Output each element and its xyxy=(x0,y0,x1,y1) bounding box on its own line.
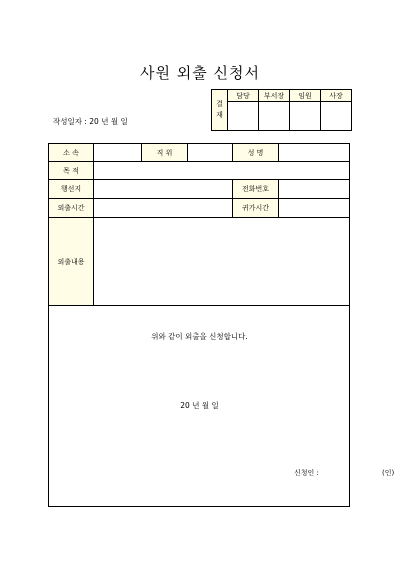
phone-field[interactable] xyxy=(279,180,350,199)
approval-sign-president[interactable] xyxy=(321,102,352,131)
position-label: 직 위 xyxy=(142,144,188,162)
destination-label: 행선지 xyxy=(49,180,94,199)
approval-sign-staff[interactable] xyxy=(228,102,259,131)
applicant-label: 신청인 : xyxy=(294,469,319,477)
written-date: 작성일자 : 20 년 월 일 xyxy=(53,117,128,126)
position-field[interactable] xyxy=(188,144,233,162)
approval-side-label-2: 재 xyxy=(216,111,223,119)
document-title: 사원 외출 신청서 xyxy=(140,64,260,82)
seal-label: (인) xyxy=(382,469,395,477)
return-time-field[interactable] xyxy=(279,199,350,218)
phone-label: 전화번호 xyxy=(233,180,279,199)
approval-header-executive: 임원 xyxy=(290,90,321,102)
request-form-table xyxy=(48,143,395,507)
statement-area xyxy=(49,306,395,507)
approval-sign-dept-head[interactable] xyxy=(259,102,290,131)
name-label: 성 명 xyxy=(233,144,279,162)
out-time-field[interactable] xyxy=(94,199,233,218)
content-label: 외출내용 xyxy=(49,218,94,306)
affiliation-label: 소 속 xyxy=(49,144,94,162)
affiliation-field[interactable] xyxy=(94,144,142,162)
destination-field[interactable] xyxy=(94,180,233,199)
approval-header-staff: 담당 xyxy=(228,90,259,102)
content-field[interactable] xyxy=(94,218,350,306)
approval-box xyxy=(211,89,352,131)
out-time-label: 외출시간 xyxy=(49,199,94,218)
request-date: 20 년 월 일 xyxy=(180,401,219,410)
return-time-label: 귀가시간 xyxy=(233,199,279,218)
request-statement: 위와 같이 외출을 신청합니다. xyxy=(151,332,248,341)
approval-header-dept-head: 부서장 xyxy=(259,90,290,102)
name-field[interactable] xyxy=(279,144,350,162)
approval-sign-executive[interactable] xyxy=(290,102,321,131)
purpose-field[interactable] xyxy=(94,162,350,180)
purpose-label: 목 적 xyxy=(49,162,94,180)
approval-side-label xyxy=(212,90,228,131)
approval-header-president: 사장 xyxy=(321,90,352,102)
approval-side-label-1: 결 xyxy=(216,100,223,108)
